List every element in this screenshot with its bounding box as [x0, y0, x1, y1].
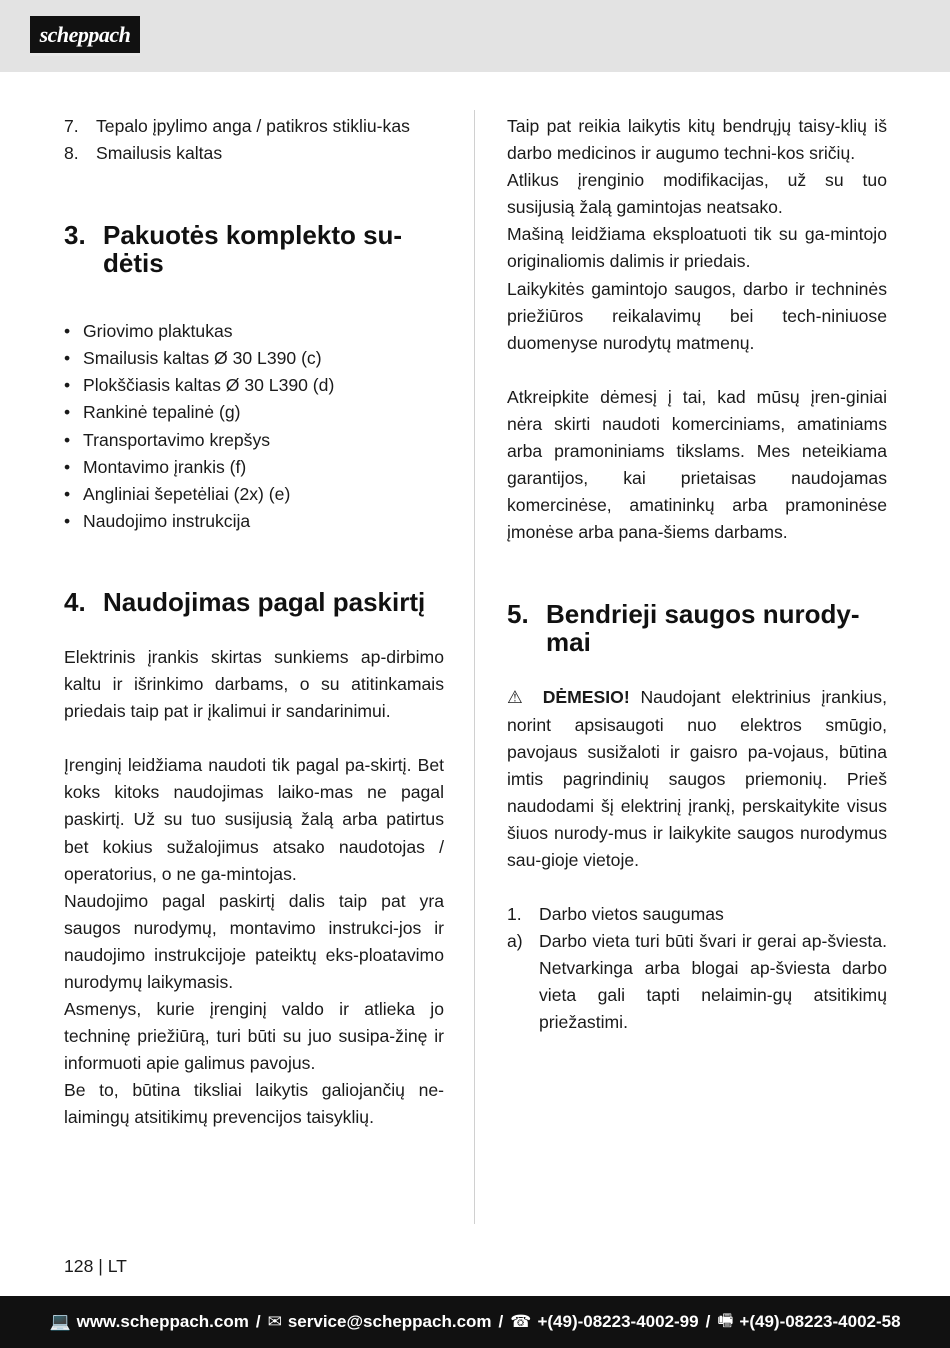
- paragraph: Įrenginį leidžiama naudoti tik pagal pa-skirtį. Bet koks kitoks naudojimas laiko-mas ne pagal paskirtį. Už su tuo susijusią žalą arba patirtus bet kokius sužalojimus atsako naudotojas / operatorius, o ne ga-mintojas.: [64, 755, 444, 884]
- phone-number[interactable]: +(49)-08223-4002-99: [537, 1312, 699, 1331]
- paragraph: Elektrinis įrankis skirtas sunkiems ap-dirbimo kaltu ir išrinkimo darbams, o su atitinkamais priedais taip pat ir įkalimui ir sandarinimui.: [64, 646, 444, 722]
- left-column: [64, 113, 444, 1132]
- right-column: [507, 113, 887, 1037]
- package-contents-list: [64, 318, 444, 535]
- column-divider: [474, 110, 475, 1224]
- paragraph: Mašiną leidžiama eksploatuoti tik su ga-mintojo originaliomis dalimis ir priedais.: [507, 224, 887, 272]
- safety-list: [507, 901, 887, 1036]
- footer-contact-bar: 💻 www.scheppach.com / ✉ service@scheppach.com / ☎ +(49)-08223-4002-99 / 🖷 +(49)-08223-4002-58: [0, 1296, 950, 1348]
- page-number: 128 | LT: [64, 1256, 127, 1276]
- paragraph: Asmenys, kurie įrenginį valdo ir atlieka jo techninę priežiūrą, turi būti su juo susipa-žinę ir informuoti apie galimus pavojus.: [64, 999, 444, 1074]
- warning-paragraph: ⚠ DĖMESIO! Naudojant elektrinius įrankius, norint apsisaugoti nuo elektros smūgio, pavojaus susižaloti ir gaisro pa-vojaus, būtina imtis pagrindinių saugos priemonių. Prieš naudodami šį elektrinį įrankį, perskaitykite visus šiuos nurody-mus ir laikykite saugos nurodymus sau-gioje vietoje.: [507, 687, 887, 870]
- paragraph: Atkreipkite dėmesį į tai, kad mūsų įren-giniai nėra skirti naudoti komerciniams, amatiniams arba pramoniniams tikslams. Mes neteikiama garantijos, kai prietaisas naudojamas komercinėse, amatininkų arba pramoninėse įmonėse arba pana-šiems darbams.: [507, 386, 887, 543]
- paragraph: Be to, būtina tiksliai laikytis galiojančių ne-laimingų atsitikimų prevencijos taisyklių.: [64, 1080, 444, 1128]
- warning-label: DĖMESIO!: [542, 687, 630, 708]
- section-4-heading: 4. Naudojimas pagal paskirtį: [64, 586, 426, 617]
- list-item: • Transportavimo krepšys: [64, 429, 271, 450]
- parts-list-continued: [64, 113, 444, 167]
- fax-number: +(49)-08223-4002-58: [739, 1312, 901, 1331]
- list-item: a) Darbo vieta turi būti švari ir gerai ap-šviesta. Netvarkinga arba blogai ap-šviesta darbo vieta gali tapti nelaimin-gų atsitikimų priežastimi.: [507, 931, 887, 1033]
- list-item: 8. Smailusis kaltas: [64, 143, 223, 164]
- list-item: • Smailusis kaltas Ø 30 L390 (c): [64, 348, 322, 369]
- email-link[interactable]: service@scheppach.com: [287, 1312, 492, 1331]
- list-item: • Rankinė tepalinė (g): [64, 402, 241, 423]
- section-5-heading: 5. Bendrieji saugos nurody-mai: [507, 599, 860, 658]
- website-link[interactable]: www.scheppach.com: [76, 1312, 249, 1331]
- list-item: • Griovimo plaktukas: [64, 321, 233, 342]
- paragraph: Naudojimo pagal paskirtį dalis taip pat yra saugos nurodymų, montavimo instrukci-jos ir naudojimo instrukcijoje pateiktų eks-ploatavimo nurodymų laikymasis.: [64, 890, 444, 992]
- paragraph: Taip pat reikia laikytis kitų bendrųjų taisy-klių iš darbo medicinos ir augumo techni-kos sričių.: [507, 116, 887, 164]
- section-3-heading: 3. Pakuotės komplekto su-dėtis: [64, 220, 403, 279]
- scheppach-logo: scheppach: [30, 16, 140, 56]
- paragraph: Atlikus įrenginio modifikacijas, už su tuo susijusią žalą gamintojas neatsako.: [507, 170, 887, 218]
- warning-icon: ⚠: [507, 687, 529, 708]
- list-item: 1. Darbo vietos saugumas: [507, 904, 724, 925]
- list-item: • Angliniai šepetėliai (2x) (e): [64, 483, 291, 504]
- paragraph: Laikykitės gamintojo saugos, darbo ir techninės priežiūros reikalavimų bei tech-niniuose duomenyse nurodytų matmenų.: [507, 278, 887, 353]
- header-band: [0, 0, 950, 72]
- list-item: 7. Tepalo įpylimo anga / patikros stikliu-kas: [64, 116, 410, 136]
- list-item: • Naudojimo instrukcija: [64, 510, 251, 531]
- fax-icon: 🖷: [717, 1310, 734, 1330]
- list-item: • Montavimo įrankis (f): [64, 456, 247, 477]
- list-item: • Plokščiasis kaltas Ø 30 L390 (d): [64, 375, 335, 396]
- phone-icon: ☎: [510, 1312, 532, 1331]
- computer-icon: 💻: [49, 1312, 71, 1331]
- mail-icon: ✉: [267, 1312, 282, 1331]
